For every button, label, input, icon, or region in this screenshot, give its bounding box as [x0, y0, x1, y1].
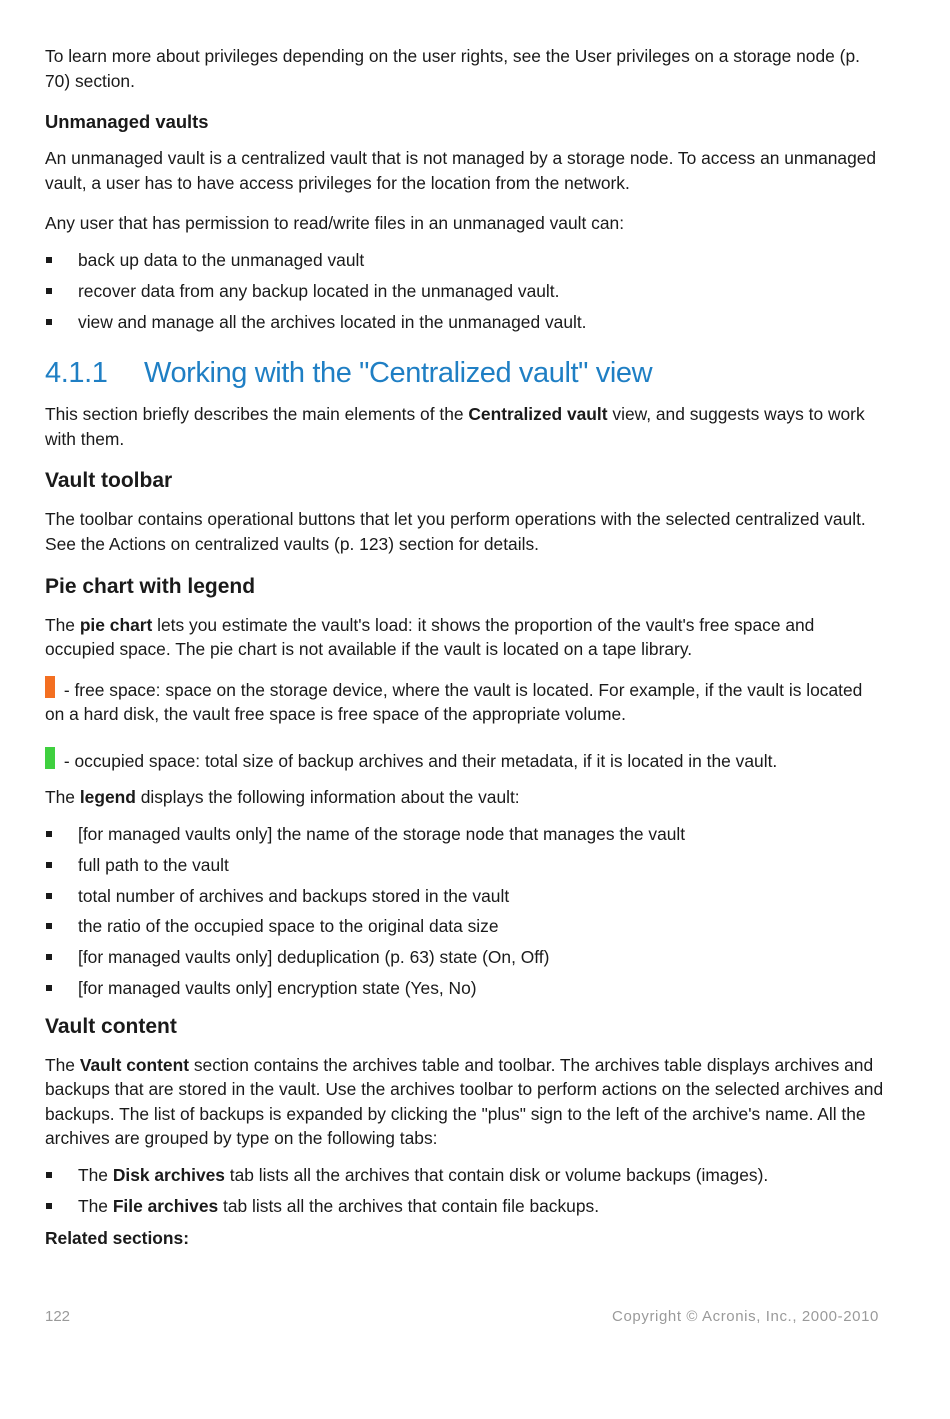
related-sections-label: Related sections: [45, 1228, 189, 1249]
tabs-bullet-list [45, 1163, 885, 1218]
pie-chart-paragraph: The pie chart lets you estimate the vault's load: it shows the proportion of the vault's free space and occupied space. The pie chart is not available if the vault is located on a tape library. [45, 614, 815, 660]
bullet-square-icon [46, 862, 52, 868]
list-item-text: back up data to the unmanaged vault [78, 249, 365, 270]
bullet-square-icon [46, 319, 52, 325]
list-item-text: view and manage all the archives located in the unmanaged vault. [78, 311, 587, 332]
bullet-square-icon [46, 893, 52, 899]
vault-toolbar-paragraph: The toolbar contains operational buttons that let you perform operations with the selected centralized vault. See the Actions on centralized vaults (p. 123) section for details. [45, 509, 866, 554]
list-item: [for managed vaults only] encryption state (Yes, No) [45, 976, 885, 1001]
section-number: 4.1.1 [45, 357, 108, 390]
legend-bullet-list [45, 822, 885, 1001]
bullet-square-icon [46, 1203, 52, 1209]
document-page [45, 44, 885, 1251]
bullet-square-icon [46, 1172, 52, 1178]
list-item: [for managed vaults only] deduplication (p. 63) state (On, Off) [45, 945, 885, 970]
vault-content-paragraph: The Vault content section contains the archives table and toolbar. The archives table displays archives and backups that are stored in the vault. Use the archives toolbar to perform actions on the selected archives and backups. The list of backups is expanded by clicking the "plus" sign to the left of the archive's name. All the archives are grouped by type on the following tabs: [45, 1054, 884, 1149]
list-item-text: recover data from any backup located in the unmanaged vault. [78, 280, 560, 301]
bullet-square-icon [46, 288, 52, 294]
bullet-square-icon [46, 257, 52, 263]
unmanaged-paragraph-2: Any user that has permission to read/write files in an unmanaged vault can: [45, 213, 625, 234]
bullet-square-icon [46, 954, 52, 960]
unmanaged-paragraph-1: An unmanaged vault is a centralized vault that is not managed by a storage node. To access an unmanaged vault, a user has to have access privileges for the location from the network. [45, 148, 877, 193]
list-item: [for managed vaults only] the name of the storage node that manages the vault [45, 822, 885, 847]
bullet-square-icon [46, 923, 52, 929]
list-item [45, 248, 885, 273]
bullet-square-icon [46, 831, 52, 837]
occupied-space-swatch-icon [45, 747, 55, 769]
section-intro: This section briefly describes the main elements of the Centralized vault view, and suggests ways to work with them. [45, 404, 865, 449]
list-item [45, 279, 885, 304]
list-item: The Disk archives tab lists all the archives that contain disk or volume backups (images). [45, 1163, 885, 1188]
section-heading [45, 354, 885, 392]
list-item: total number of archives and backups stored in the vault [45, 884, 885, 909]
legend-paragraph: The legend displays the following information about the vault: [45, 787, 520, 808]
bullet-square-icon [46, 985, 52, 991]
list-item: full path to the vault [45, 853, 885, 878]
list-item [45, 310, 885, 335]
list-item: the ratio of the occupied space to the original data size [45, 914, 885, 939]
page-number: 122 [45, 1308, 71, 1325]
copyright-notice: Copyright © Acronis, Inc., 2000-2010 [612, 1308, 879, 1325]
page-footer [45, 1308, 879, 1325]
unmanaged-bullet-list [45, 248, 885, 334]
occupied-space-description: - occupied space: total size of backup archives and their metadata, if it is located in the vault. [45, 747, 885, 774]
intro-paragraph: To learn more about privileges depending on the user rights, see the User privileges on a storage node (p. 70) section. [45, 46, 860, 91]
free-space-description: - free space: space on the storage device, where the vault is located. For example, if the vault is located on a hard disk, the vault free space is free space of the appropriate volume. [45, 676, 885, 727]
vault-content-heading: Vault content [45, 1014, 177, 1038]
unmanaged-vaults-heading: Unmanaged vaults [45, 111, 209, 133]
vault-toolbar-heading: Vault toolbar [45, 469, 173, 493]
pie-chart-heading: Pie chart with legend [45, 574, 256, 598]
free-space-swatch-icon [45, 676, 55, 698]
list-item: The File archives tab lists all the archives that contain file backups. [45, 1194, 885, 1219]
section-title: Working with the "Centralized vault" view [144, 357, 653, 390]
